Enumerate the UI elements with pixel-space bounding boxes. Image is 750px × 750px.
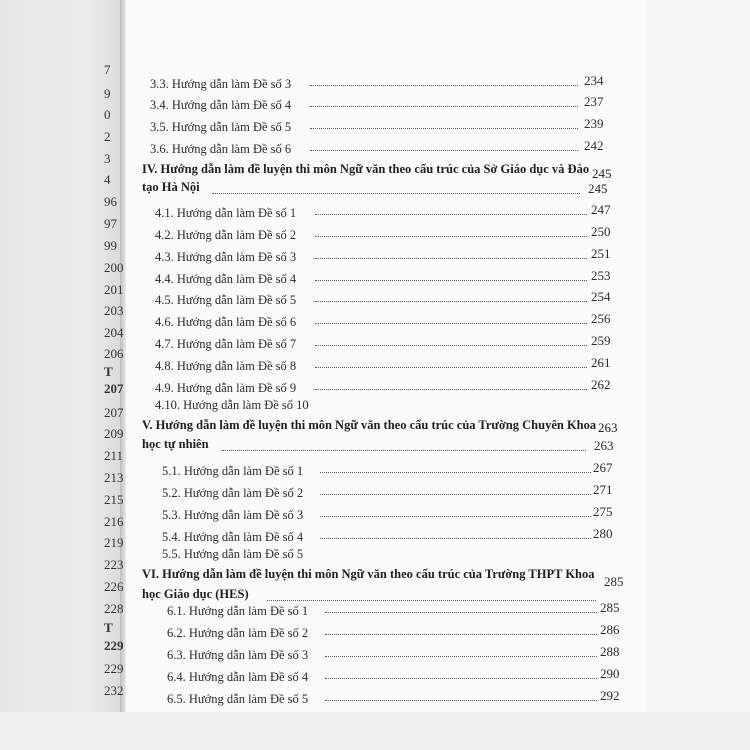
left-page-number: 2 xyxy=(104,129,111,144)
left-page-number: 207 xyxy=(104,405,124,420)
toc-entry-page: 242 xyxy=(584,138,604,153)
left-page-number: 96 xyxy=(104,194,117,209)
toc-leader-dots xyxy=(315,258,587,259)
left-page-number: 213 xyxy=(104,470,124,485)
left-page-number: T xyxy=(104,364,113,379)
toc-entry-page: 280 xyxy=(593,526,613,541)
toc-entry-label: 6.2. Hướng dẫn làm Đề số 2 xyxy=(167,626,309,640)
toc-leader-dots xyxy=(325,612,597,613)
toc-leader-dots xyxy=(315,367,587,368)
toc-leader-dots xyxy=(267,600,596,601)
toc-leader-dots xyxy=(325,634,597,635)
toc-leader-dots xyxy=(315,345,587,346)
left-page-number: 207 xyxy=(104,381,124,396)
toc-entry-page: 261 xyxy=(591,355,611,370)
section-heading-page: 285 xyxy=(604,574,624,589)
left-page-number: T xyxy=(104,620,113,635)
left-page-number: 201 xyxy=(104,282,124,297)
section-heading: tạo Hà Nội xyxy=(142,180,200,194)
toc-entry-page: 234 xyxy=(584,73,604,88)
section-heading: học tự nhiên xyxy=(142,437,209,451)
toc-leader-dots xyxy=(315,236,587,237)
toc-entry-label: 4.6. Hướng dẫn làm Đề số 6 xyxy=(155,315,297,329)
toc-entry-page: 275 xyxy=(593,504,613,519)
toc-entry-label: 4.3. Hướng dẫn làm Đề số 3 xyxy=(155,250,297,264)
toc-entry-page: 288 xyxy=(600,644,620,659)
bottom-shade xyxy=(0,712,750,750)
section-heading-page: 245 xyxy=(592,166,612,181)
left-page-number: 232 xyxy=(104,683,124,698)
toc-leader-dots xyxy=(315,323,587,324)
toc-entry-label: 3.3. Hướng dẫn làm Đề số 3 xyxy=(150,77,292,91)
toc-leader-dots xyxy=(315,389,587,390)
left-page-number: 216 xyxy=(104,514,124,529)
toc-leader-dots xyxy=(310,85,578,86)
toc-entry-label: 3.5. Hướng dẫn làm Đề số 5 xyxy=(150,120,292,134)
left-page-number: 209 xyxy=(104,426,124,441)
toc-entry-label: 4.2. Hướng dẫn làm Đề số 2 xyxy=(155,228,297,242)
toc-entry-label: 5.1. Hướng dẫn làm Đề số 1 xyxy=(162,464,304,478)
toc-leader-dots xyxy=(315,301,587,302)
toc-entry-page: 247 xyxy=(591,202,611,217)
left-page-number: 229 xyxy=(104,661,124,676)
left-page-number: 97 xyxy=(104,216,117,231)
left-page-number: 204 xyxy=(104,325,124,340)
toc-entry-label: 4.7. Hướng dẫn làm Đề số 7 xyxy=(155,337,297,351)
toc-entry-label: 5.3. Hướng dẫn làm Đề số 3 xyxy=(162,508,304,522)
toc-entry-label: 3.6. Hướng dẫn làm Đề số 6 xyxy=(150,142,292,156)
toc-entry-label: 5.5. Hướng dẫn làm Đề số 5 xyxy=(162,547,304,561)
left-page-number: 229 xyxy=(104,638,124,653)
section-heading: V. Hướng dẫn làm đề luyện thi môn Ngữ văn theo cấu trúc của Trường Chuyên Khoa xyxy=(142,418,597,432)
left-page-number: 7 xyxy=(104,62,111,77)
toc-entry-page: 262 xyxy=(591,377,611,392)
toc-entry-label: 4.8. Hướng dẫn làm Đề số 8 xyxy=(155,359,297,373)
section-heading: VI. Hướng dẫn làm đề luyện thi môn Ngữ văn theo cấu trúc của Trường THPT Khoa xyxy=(142,567,595,581)
left-page-number: 4 xyxy=(104,172,111,187)
toc-entry-label: 4.1. Hướng dẫn làm Đề số 1 xyxy=(155,206,297,220)
toc-leader-dots xyxy=(222,450,586,451)
left-page-number: 219 xyxy=(104,535,124,550)
section-heading: học Giáo dục (HES) xyxy=(142,587,249,601)
toc-entry-label: 4.4. Hướng dẫn làm Đề số 4 xyxy=(155,272,297,286)
toc-leader-dots xyxy=(320,472,591,473)
left-page-number: 226 xyxy=(104,579,124,594)
toc-entry-page: 286 xyxy=(600,622,620,637)
left-page-number: 223 xyxy=(104,557,124,572)
right-margin xyxy=(646,0,750,750)
toc-entry-label: 3.4. Hướng dẫn làm Đề số 4 xyxy=(150,98,292,112)
toc-leader-dots xyxy=(315,280,587,281)
toc-leader-dots xyxy=(325,678,597,679)
toc-entry-page: 237 xyxy=(584,94,604,109)
toc-entry-label: 4.9. Hướng dẫn làm Đề số 9 xyxy=(155,381,297,395)
toc-entry-page: 259 xyxy=(591,333,611,348)
toc-entry-label: 6.1. Hướng dẫn làm Đề số 1 xyxy=(167,604,309,618)
toc-entry-page: 292 xyxy=(600,688,620,703)
left-page-number: 228 xyxy=(104,601,124,616)
toc-entry-page: 251 xyxy=(591,246,611,261)
toc-entry-label: 4.5. Hướng dẫn làm Đề số 5 xyxy=(155,293,297,307)
section-heading-page: 263 xyxy=(598,420,618,435)
toc-leader-dots xyxy=(315,214,587,215)
toc-entry-page: 256 xyxy=(591,311,611,326)
left-page-number: 211 xyxy=(104,448,124,463)
toc-entry-page: 271 xyxy=(593,482,613,497)
section-heading-page: 245 xyxy=(588,181,608,196)
toc-leader-dots xyxy=(320,494,591,495)
toc-entry-label: 6.5. Hướng dẫn làm Đề số 5 xyxy=(167,692,309,706)
toc-entry-label: 5.2. Hướng dẫn làm Đề số 2 xyxy=(162,486,304,500)
left-page-number: 99 xyxy=(104,238,117,253)
toc-entry-page: 250 xyxy=(591,224,611,239)
toc-entry-label: 6.3. Hướng dẫn làm Đề số 3 xyxy=(167,648,309,662)
toc-entry-page: 290 xyxy=(600,666,620,681)
toc-entry-page: 253 xyxy=(591,268,611,283)
left-page-number: 200 xyxy=(104,260,124,275)
left-page-number: 3 xyxy=(104,151,111,166)
left-page-number: 203 xyxy=(104,303,124,318)
section-heading: IV. Hướng dẫn làm đề luyện thi môn Ngữ văn theo cấu trúc của Sở Giáo dục và Đào xyxy=(142,162,590,176)
left-page-number: 206 xyxy=(104,346,124,361)
toc-leader-dots xyxy=(212,193,580,194)
toc-entry-label: 5.4. Hướng dẫn làm Đề số 4 xyxy=(162,530,304,544)
toc-leader-dots xyxy=(325,700,597,701)
toc-entry-label: 6.4. Hướng dẫn làm Đề số 4 xyxy=(167,670,309,684)
toc-entry-label: 4.10. Hướng dẫn làm Đề số 10 xyxy=(155,398,309,412)
section-heading-page: 263 xyxy=(594,438,614,453)
toc-leader-dots xyxy=(310,150,578,151)
toc-leader-dots xyxy=(325,656,597,657)
left-page-number: 215 xyxy=(104,492,124,507)
toc-entry-page: 254 xyxy=(591,289,611,304)
toc-entry-page: 239 xyxy=(584,116,604,131)
left-page-number: 0 xyxy=(104,107,111,122)
toc-leader-dots xyxy=(320,538,591,539)
toc-entry-page: 267 xyxy=(593,460,613,475)
toc-entry-page: 285 xyxy=(600,600,620,615)
toc-leader-dots xyxy=(310,128,578,129)
left-page-number: 9 xyxy=(104,86,111,101)
toc-leader-dots xyxy=(320,516,591,517)
toc-leader-dots xyxy=(310,106,578,107)
